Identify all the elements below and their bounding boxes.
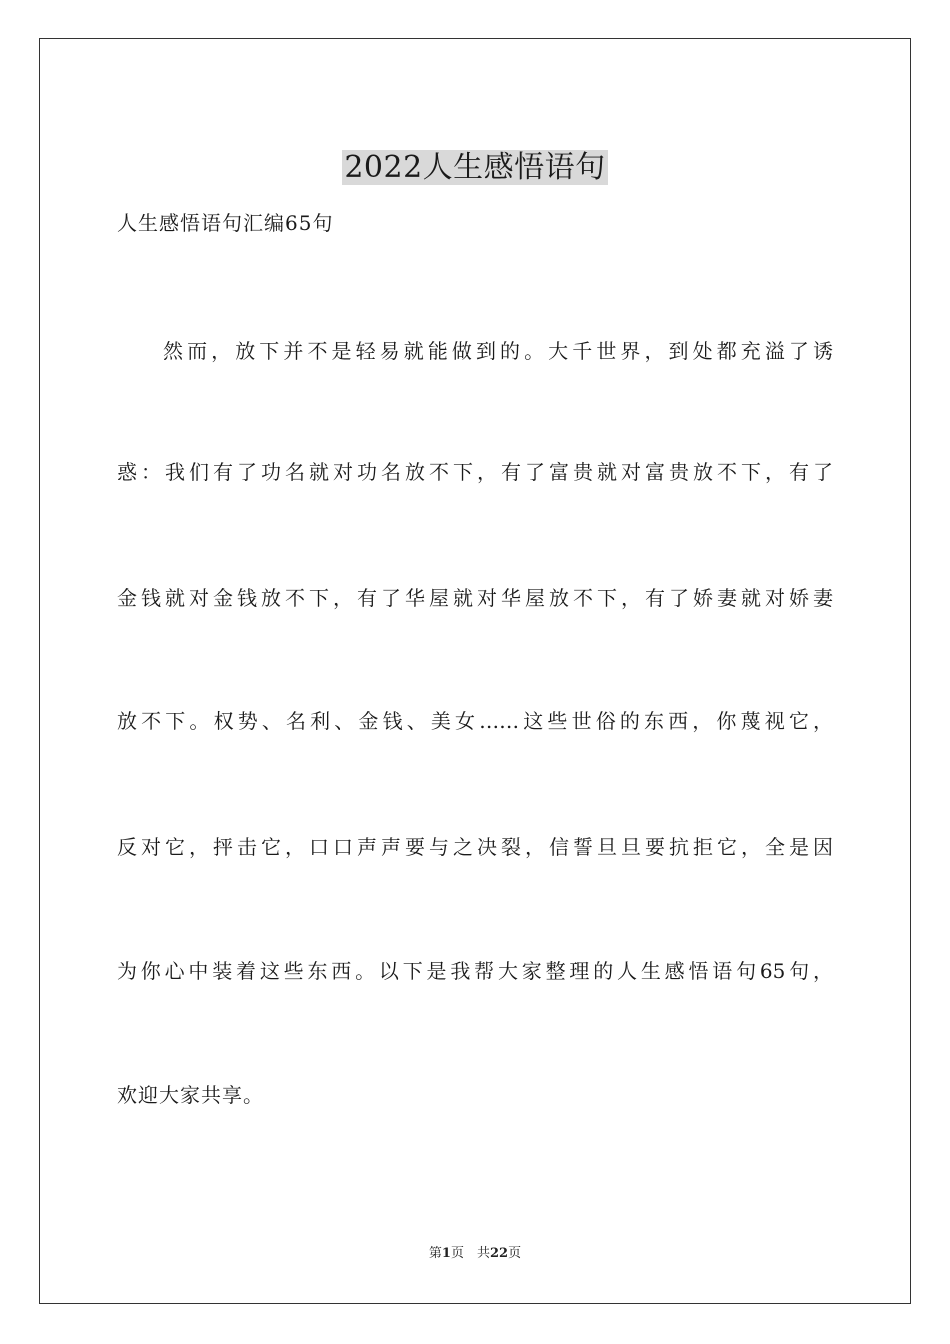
footer-page-total: 22 [489,1246,509,1261]
body-line-1: 然而，放下并不是轻易就能做到的。大千世界，到处都充溢了诱 [163,339,833,363]
footer-page-current: 1 [441,1246,451,1261]
body-line-5: 反对它，抨击它，口口声声要与之决裂，信誓旦旦要抗拒它，全是因 [117,835,833,859]
body-line-2: 惑：我们有了功名就对功名放不下，有了富贵就对富贵放不下，有了 [117,460,833,484]
body-line-3: 金钱就对金钱放不下，有了华屋就对华屋放不下，有了娇妻就对娇妻 [117,586,833,610]
document-subtitle: 人生感悟语句汇编65句 [117,211,334,235]
body-line-6: 为你心中装着这些东西。以下是我帮大家整理的人生感悟语句65句， [117,959,833,983]
footer-page-prefix: 第 [428,1246,442,1261]
page-footer [0,1245,950,1263]
body-line-7: 欢迎大家共享。 [117,1083,264,1107]
footer-page-mid: 页 共 [450,1246,490,1261]
footer-page-suffix: 页 [508,1246,522,1261]
document-title-text: 2022人生感悟语句 [344,150,606,186]
document-title [0,147,950,189]
body-line-4: 放不下。权势、名利、金钱、美女……这些世俗的东西，你蔑视它， [117,709,833,733]
